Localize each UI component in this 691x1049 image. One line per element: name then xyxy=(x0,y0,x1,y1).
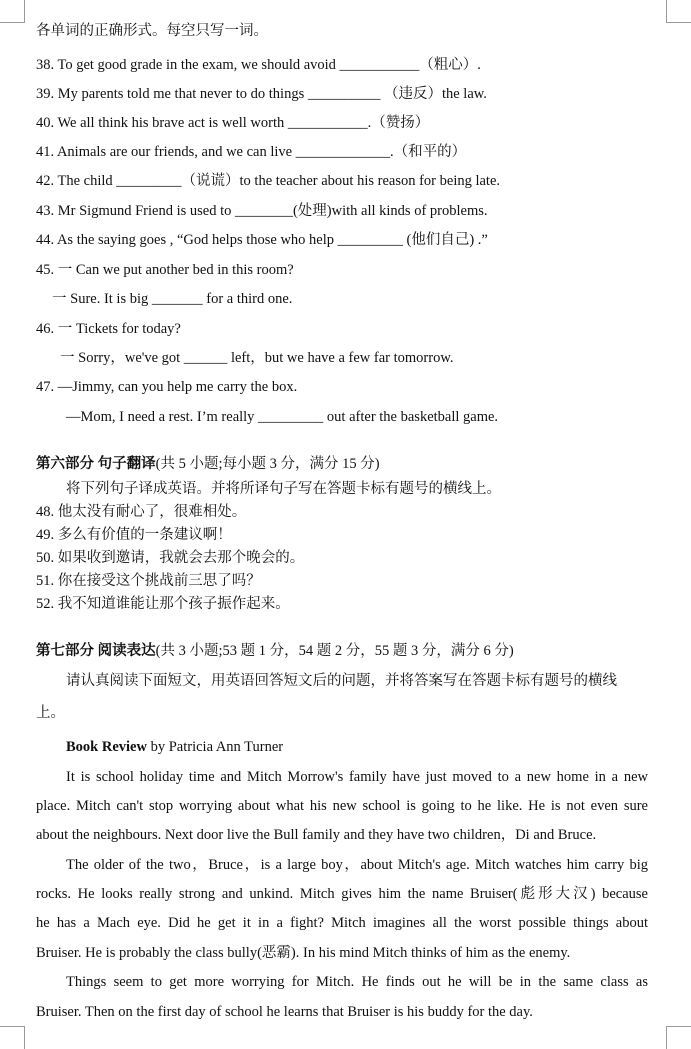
question-39: 39. My parents told me that never to do things __________ （违反）the law. xyxy=(36,86,487,102)
paragraph-1-line-2: place. Mitch can't stop worrying about what his new school is going to he like. He is not even sure xyxy=(36,798,648,814)
question-40: 40. We all think his brave act is well worth ___________.（赞扬） xyxy=(36,115,430,131)
question-52: 52. 我不知道谁能让那个孩子振作起来。 xyxy=(36,596,290,612)
question-44: 44. As the saying goes , “God helps those who help _________ (他们自己) .” xyxy=(36,232,488,248)
paragraph-2-line-4: Bruiser. He is probably the class bully(恶霸). In his mind Mitch thinks of him as the enemy. xyxy=(36,945,571,961)
paragraph-2-line-3: he has a Mach eye. Did he get it in a fight? Mitch imagines all the worst possible things about xyxy=(36,915,648,931)
review-title-line xyxy=(66,737,283,757)
section-6-title xyxy=(36,454,380,474)
question-49: 49. 多么有价值的一条建议啊！ xyxy=(36,527,232,543)
section-6-instructions: 将下列句子译成英语。并将所译句子写在答题卡标有题号的横线上。 xyxy=(66,481,501,497)
paragraph-2-line-2: rocks. He looks really strong and unkind. Mitch gives him the name Bruiser(彪形大汉) because xyxy=(36,886,648,902)
question-47-prompt: 47. —Jimmy, can you help me carry the box. xyxy=(36,379,298,395)
section-7-info: (共 3 小题;53 题 1 分，54 题 2 分，55 题 3 分，满分 6 分) xyxy=(155,643,514,659)
paragraph-3-line-2: Bruiser. Then on the first day of school he learns that Bruiser is his buddy for the day. xyxy=(36,1004,533,1020)
section-6-info: (共 5 小题;每小题 3 分，满分 15 分) xyxy=(155,456,380,472)
section-7-heading: 第七部分 阅读表达 xyxy=(36,643,156,659)
question-43: 43. Mr Sigmund Friend is used to ________(处理)with all kinds of problems. xyxy=(36,203,488,219)
section-6-heading: 第六部分 句子翻译 xyxy=(36,456,156,472)
question-46-reply: 一 Sorry，we've got ______ left，but we have a few far tomorrow. xyxy=(60,350,454,366)
question-51: 51. 你在接受这个挑战前三思了吗？ xyxy=(36,573,261,589)
paragraph-3-line-1: Things seem to get more worrying for Mitch. He finds out he will be in the same class as xyxy=(66,974,648,990)
paragraph-1-line-3: about the neighbours. Next door live the Bull family and they have two children，Di and Bruce. xyxy=(36,827,597,843)
section-7-title xyxy=(36,641,514,661)
section-7-instructions: 请认真阅读下面短文，用英语回答短文后的问题，并将答案写在答题卡标有题号的横线 xyxy=(66,673,617,689)
question-46-prompt: 46. 一 Tickets for today? xyxy=(36,321,181,337)
page-corner-mark xyxy=(666,0,691,23)
review-author: by Patricia Ann Turner xyxy=(146,739,284,755)
section-7-instructions-end: 上。 xyxy=(36,705,65,721)
question-41: 41. Animals are our friends, and we can live _____________.（和平的） xyxy=(36,144,467,160)
question-48: 48. 他太没有耐心了，很难相处。 xyxy=(36,504,247,520)
paragraph-2-line-1: The older of the two，Bruce，is a large boy，about Mitch's age. Mitch watches him carry big xyxy=(66,857,648,873)
page-corner-mark xyxy=(666,1026,691,1049)
question-42: 42. The child _________（说谎）to the teacher about his reason for being late. xyxy=(36,173,501,189)
question-50: 50. 如果收到邀请，我就会去那个晚会的。 xyxy=(36,550,305,566)
question-45-prompt: 45. 一 Can we put another bed in this room? xyxy=(36,262,294,278)
paragraph-1-line-1: It is school holiday time and Mitch Morrow's family have just moved to a new home in a new xyxy=(66,769,648,785)
page-corner-mark xyxy=(0,1026,25,1049)
question-47-reply: —Mom, I need a rest. I’m really _________ out after the basketball game. xyxy=(66,409,499,425)
section-intro: 各单词的正确形式。每空只写一词。 xyxy=(36,23,268,39)
page-corner-mark xyxy=(0,0,25,23)
review-title: Book Review xyxy=(66,739,147,755)
question-38: 38. To get good grade in the exam, we should avoid ___________（粗心）. xyxy=(36,57,481,73)
question-45-reply: 一 Sure. It is big _______ for a third one. xyxy=(52,291,293,307)
